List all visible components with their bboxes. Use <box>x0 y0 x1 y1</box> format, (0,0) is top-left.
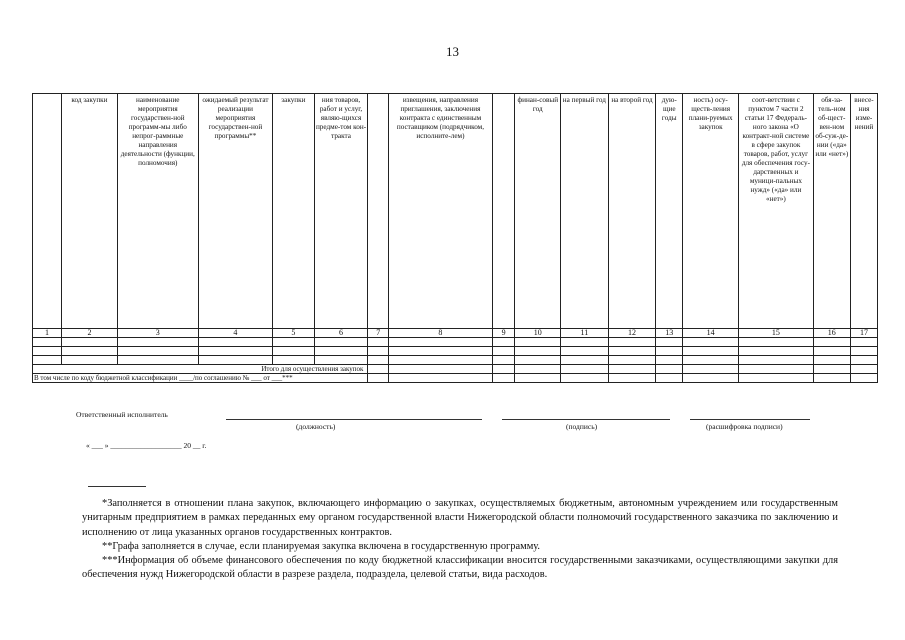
header-cell: на первый год <box>561 94 609 329</box>
header-cell: внесе-ния изме-нений <box>850 94 877 329</box>
column-number: 6 <box>314 329 368 338</box>
signature-line <box>502 419 670 420</box>
header-cell: на второй год <box>608 94 656 329</box>
executor-label: Ответственный исполнитель <box>76 410 168 419</box>
column-number: 10 <box>515 329 561 338</box>
column-number: 2 <box>61 329 117 338</box>
date-line: « ___ » ___________________ 20 __ г. <box>86 441 207 450</box>
header-cell: ния товаров, работ и услуг, являю-щихся предме-том кон-тракта <box>314 94 368 329</box>
header-cell: обя-за-тель-ном об-щест-вен-ном об-суж-де-нии («да» или «нет») <box>813 94 850 329</box>
column-number: 9 <box>492 329 515 338</box>
footnotes <box>82 497 838 583</box>
position-caption: (должность) <box>296 422 336 431</box>
header-cell: код закупки <box>61 94 117 329</box>
column-number: 12 <box>608 329 656 338</box>
page-number: 13 <box>446 44 459 59</box>
signature-caption: (подпись) <box>566 422 598 431</box>
column-number: 11 <box>561 329 609 338</box>
footnote-divider <box>88 486 146 487</box>
column-number: 15 <box>739 329 814 338</box>
table-row <box>33 356 878 365</box>
header-cell: дую-щие годы <box>656 94 683 329</box>
column-number: 17 <box>850 329 877 338</box>
header-cell: ность) осу-ществ-ления плани-руемых закупок <box>683 94 739 329</box>
header-cell: соот-ветствии с пунктом 7 части 2 статьи 17 Федераль-ного закона «О контракт-ной системе в сфере закупок товаров, работ, услуг для обеспечения госу-дарственных и муници-пальных нужд» («да» или «нет») <box>739 94 814 329</box>
header-cell <box>33 94 62 329</box>
column-number: 5 <box>273 329 314 338</box>
budget-code-label: В том числе по коду бюджетной классификации ____/по соглашению № ___ от ___*** <box>33 374 368 383</box>
table-header-row <box>33 94 878 329</box>
header-cell: закупки <box>273 94 314 329</box>
position-line <box>226 419 482 420</box>
column-number-row <box>33 329 878 338</box>
column-number: 3 <box>117 329 198 338</box>
column-number: 14 <box>683 329 739 338</box>
procurement-plan-table <box>32 93 878 383</box>
header-cell: наименование мероприятия государствен-ной программ-мы либо непрог-раммные направления деятельности (функции, полномочия) <box>117 94 198 329</box>
table-row <box>33 338 878 347</box>
header-cell <box>492 94 515 329</box>
budget-code-row <box>33 374 878 383</box>
decryption-line <box>690 419 810 420</box>
decryption-caption: (расшифровка подписи) <box>706 422 783 431</box>
header-cell <box>368 94 389 329</box>
footnote-2: **Графа заполняется в случае, если планируемая закупка включена в государственную программу. <box>102 540 541 552</box>
footnote-1: *Заполняется в отношении плана закупок, включающего информацию о закупках, осуществляемых бюджетным, автономным учреждением или государственным унитарным предприятием в рамках переданных ему органом государственной власти Нижегородской области полномочий государственного заказчика по заключению и исполнению от лица указанных органов государственных контрактов. <box>82 498 838 538</box>
footnote-3: ***Информация об объеме финансового обеспечения по коду бюджетной классификации вносится государственными заказчиками, осуществляющими закупки для обеспечения нужд Нижегородской области в разрезе раздела, подраздела, целевой статьи, вида расходов. <box>82 555 838 581</box>
header-cell: финан-совый год <box>515 94 561 329</box>
column-number: 13 <box>656 329 683 338</box>
header-cell: ожидаемый результат реализации мероприятия государствен-ной программы** <box>198 94 273 329</box>
column-number: 4 <box>198 329 273 338</box>
column-number: 1 <box>33 329 62 338</box>
total-row <box>33 365 878 374</box>
table-row <box>33 347 878 356</box>
column-number: 7 <box>368 329 389 338</box>
header-cell: извещения, направления приглашения, заключения контракта с единственным поставщиком (подрядчиком, исполните-лем) <box>389 94 493 329</box>
total-label: Итого для осуществления закупок <box>33 365 368 374</box>
column-number: 8 <box>389 329 493 338</box>
column-number: 16 <box>813 329 850 338</box>
